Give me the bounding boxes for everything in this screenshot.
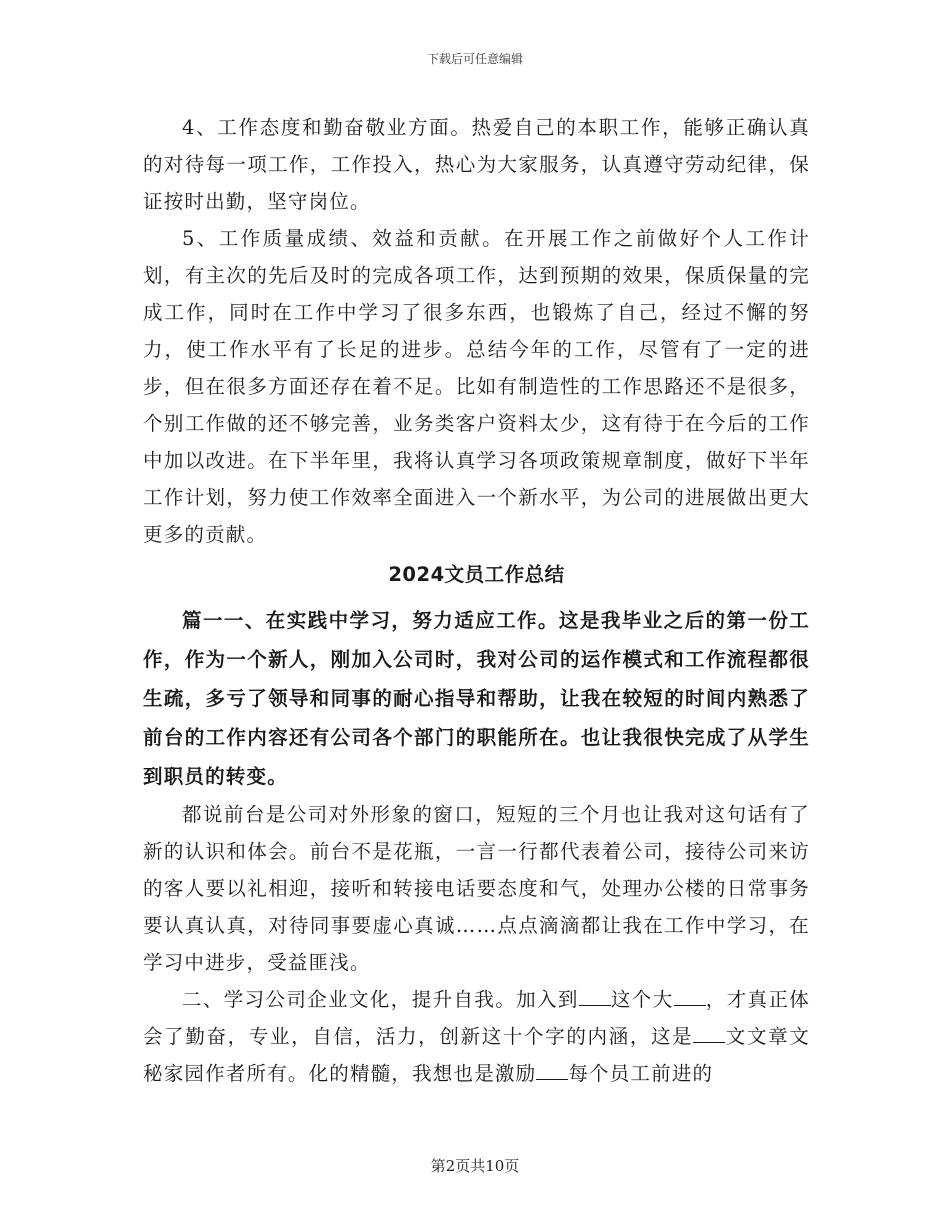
text-segment: 这个大 bbox=[610, 988, 674, 1011]
blank-line bbox=[674, 987, 706, 1006]
blank-line bbox=[536, 1061, 568, 1080]
blank-line bbox=[693, 1024, 725, 1043]
text-segment: 文文章文秘家园作者所有。化的精髓，我想也是激励 bbox=[143, 1025, 810, 1085]
document-title: 2024文员工作总结 bbox=[388, 563, 565, 586]
page-number: 第2页共10页 bbox=[430, 1157, 520, 1175]
blank-line bbox=[579, 987, 611, 1006]
page-header: 下载后可任意编辑 bbox=[426, 52, 523, 66]
paragraph-front-desk: 都说前台是公司对外形象的窗口，短短的三个月也让我对这句话有了新的认识和体会。前台不是花瓶，一言一行都代表着公司，接待公司来访的客人要以礼相迎，接听和转接电话要态度和气，处理办公楼的日常事务要认真认真，对待同事要虚心真诚……点点滴滴都让我在工作中学习，在学习中进步，受益匪浅。 bbox=[143, 803, 810, 974]
paragraph-section-2 bbox=[143, 981, 810, 1092]
text-segment: ，才真正体会了勤奋，专业，自信，活力，创新这十个字的内涵，这是 bbox=[143, 988, 810, 1048]
text-segment: 二、学习公司企业文化，提升自我。加入到 bbox=[182, 988, 579, 1011]
document-body bbox=[143, 109, 810, 1092]
paragraph-5: 5、工作质量成绩、效益和贡献。在开展工作之前做好个人工作计划，有主次的先后及时的完成各项工作，达到预期的效果，保质保量的完成工作，同时在工作中学习了很多东西，也锻炼了自己，经过不懈的努力，使工作水平有了长足的进步。总结今年的工作，尽管有了一定的进步，但在很多方面还存在着不足。比如有制造性的工作思路还不是很多，个别工作做的还不够完善，业务类客户资料太少，这有待于在今后的工作中加以改进。在下半年里，我将认真学习各项政策规章制度，做好下半年工作计划，努力使工作效率全面进入一个新水平，为公司的进展做出更大更多的贡献。 bbox=[143, 227, 810, 546]
text-segment: 每个员工前进的 bbox=[568, 1062, 714, 1085]
paragraph-section-1: 篇一一、在实践中学习，努力适应工作。这是我毕业之后的第一份工作，作为一个新人，刚加入公司时，我对公司的运作模式和工作流程都很生疏，多亏了领导和同事的耐心指导和帮助，让我在较短的时间内熟悉了前台的工作内容还有公司各个部门的职能所在。也让我很快完成了从学生到职员的转变。 bbox=[143, 609, 810, 788]
paragraph-4: 4、工作态度和勤奋敬业方面。热爱自己的本职工作，能够正确认真的对待每一项工作，工作投入，热心为大家服务，认真遵守劳动纪律，保证按时出勤，坚守岗位。 bbox=[143, 116, 810, 213]
